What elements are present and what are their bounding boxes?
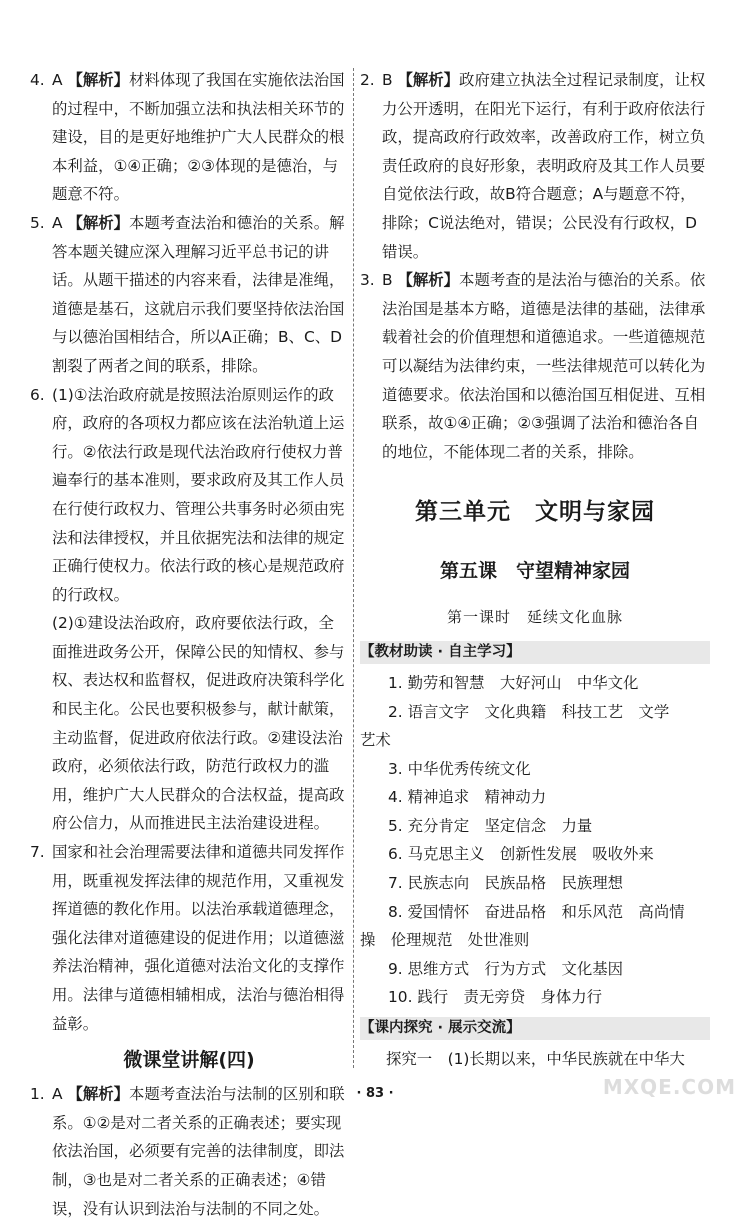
item-text: 本题考查法治与法制的区别和联系。①②是对二者关系的正确表述；要实现依法治国，必须要有完善的法律制度，即法制，③也是对二者关系的正确表述；④错误，没有认识到法治与法制的不同之处。 [52,1085,345,1218]
answer-item-5: 5. A 【解析】本题考查法治和德治的关系。解答本题关键应深入理解习近平总书记的讲话。从题干描述的内容来看，法律是准绳，道德是基石，这就启示我们要坚持依法治国与以德治国相结合，所以A正确；B、C、D割裂了两者之间的联系，排除。 [30,209,348,381]
lesson-title: 第五课 守望精神家园 [439,560,630,583]
answer-item-4: 4. A 【解析】材料体现了我国在实施依法治国的过程中，不断加强立法和执法相关环节的建设，目的是更好地维护广大人民群众的根本利益，①④正确；②③体现的是德治，与题意不符。 [30,66,348,209]
fill-answer-8-continued: 操 伦理规范 处世准则 [360,931,530,950]
item-number: 5. [30,213,45,232]
item-text: 国家和社会治理需要法律和道德共同发挥作用，既重视发挥法律的规范作用，又重视发挥道德的教化作用。以法治承载道德理念，强化法律对道德建设的促进作用；以道德滋养法治精神，强化道德对法治文化的支撑作用。法律与道德相辅相成，法治与德治相得益彰。 [52,843,345,1033]
item-number: 1. [30,1085,45,1104]
item-number: 2. [360,71,375,89]
right-column [360,66,710,1073]
item-text-part1: (1)①法治政府就是按照法治原则运作的政府，政府的各项权力都应该在法治轨道上运行。②依法行政是现代法治政府行使权力普遍奉行的基本准则，要求政府及其工作人员在行使行政权力、管理公共事务时必须由宪法和法律授权，并且依据宪法和法律的规定正确行使权力。依法行政的核心是规范政府的行政权。 [52,385,345,604]
micro-answer-item-2: 2. B 【解析】政府建立执法全过程记录制度，让权力公开透明，在阳光下运行，有利于政府依法行政，提高政府行政效率，改善政府工作，树立负责任政府的良好形象，表明政府及其工作人员要自觉依法行政，故B符合题意；A与题意不符，排除；C说法绝对，错误；公民没有行政权，D错误。 [360,66,710,266]
fill-answer-3: 3. 中华优秀传统文化 [388,759,531,778]
analysis-tag: 【解析】 [397,71,460,89]
item-text-part2: (2)①建设法治政府，政府要依法行政，全面推进政务公开，保障公民的知情权、参与权、表达权和监督权，促进政府决策科学化和民主化。公民也要积极参与，献计献策，主动监督，促进政府依法行政。②建设法治政府，必须依法行政，防范行政权力的滥用，维护广大人民群众的合法权益，提高政府公信力，从而推进民主法治建设进程。 [52,614,345,833]
item-text: 政府建立执法全过程记录制度，让权力公开透明，在阳光下运行，有利于政府依法行政，提高政府行政效率，改善政府工作，树立负责任政府的良好形象，表明政府及其工作人员要自觉依法行政，故B符合题意；A与题意不符，排除；C说法绝对，错误；公民没有行政权，D错误。 [382,71,706,261]
fill-answer-5: 5. 充分肯定 坚定信念 力量 [388,816,593,835]
exploration-one-text: 探究一 (1)长期以来，中华民族就在中华大 [386,1049,685,1068]
section-heading-class-exploration: 【课内探究 · 展示交流】 [360,1014,710,1043]
column-divider [353,68,354,1068]
section-heading-self-study: 【教材助读 · 自主学习】 [360,638,710,667]
item-number: 4. [30,71,45,89]
fill-answer-6: 6. 马克思主义 创新性发展 吸收外来 [388,845,654,864]
item-text: 本题考查的是法治与德治的关系。依法治国是基本方略，道德是法律的基础，法律承载着社会的价值理想和道德追求。一些道德规范可以凝结为法律约束，一些法律规范可以转化为道德要求。依法治国和以德治国互相促进、互相联系，故①④正确；②③强调了法治和德治各自的地位，不能体现二者的关系，排除。 [382,271,706,461]
period-title: 第一课时 延续文化血脉 [446,608,623,627]
left-column [30,66,348,1223]
micro-lesson-title: 微课堂讲解(四) [123,1049,255,1072]
fill-answer-2-continued: 艺术 [360,731,391,750]
watermark-logo [602,1050,736,1102]
fill-answer-1: 1. 勤劳和智慧 大好河山 中华文化 [388,673,639,692]
analysis-tag: 【解析】 [397,271,460,290]
fill-answer-2: 2. 语言文字 文化典籍 科技工艺 文学 [388,702,670,721]
item-number: 7. [30,843,45,862]
item-number: 6. [30,385,45,404]
item-text: 本题考查法治和德治的关系。解答本题关键应深入理解习近平总书记的讲话。从题干描述的内容来看，法律是准绳，道德是基石，这就启示我们要坚持依法治国与以德治国相结合，所以A正确；B、C、D割裂了两者之间的联系，排除。 [52,213,345,375]
fill-answer-4: 4. 精神追求 精神动力 [388,788,547,807]
item-number: 3. [360,271,375,290]
watermark-text: MXQE.COM [602,1075,736,1100]
unit-title: 第三单元 文明与家园 [415,499,655,526]
analysis-tag: 【解析】 [67,1085,130,1104]
item-text: 材料体现了我国在实施依法治国的过程中，不断加强立法和执法相关环节的建设，目的是更好地维护广大人民群众的根本利益，①④正确；②③体现的是德治，与题意不符。 [52,71,345,204]
answer-item-7 [30,838,348,1038]
page-number: · 83 · [356,1086,394,1101]
answer-item-6 [30,381,348,839]
analysis-tag: 【解析】 [67,213,130,232]
analysis-tag: 【解析】 [67,71,130,89]
fill-answer-9: 9. 思维方式 行为方式 文化基因 [388,959,624,978]
fill-answer-7: 7. 民族志向 民族品格 民族理想 [388,874,624,893]
fill-answer-10: 10. 践行 责无旁贷 身体力行 [388,988,603,1007]
fill-answer-8: 8. 爱国情怀 奋进品格 和乐风范 高尚情 [388,902,685,921]
micro-answer-item-3: 3. B 【解析】本题考查的是法治与德治的关系。依法治国是基本方略，道德是法律的基础，法律承载着社会的价值理想和道德追求。一些道德规范可以凝结为法律约束，一些法律规范可以转化为道德要求。依法治国和以德治国互相促进、互相联系，故①④正确；②③强调了法治和德治各自的地位，不能体现二者的关系，排除。 [360,266,710,466]
micro-answer-item-1: 1. A 【解析】本题考查法治与法制的区别和联系。①②是对二者关系的正确表述；要实现依法治国，必须要有完善的法律制度，即法制，③也是对二者关系的正确表述；④错误，没有认识到法治与法制的不同之处。 [30,1080,348,1223]
